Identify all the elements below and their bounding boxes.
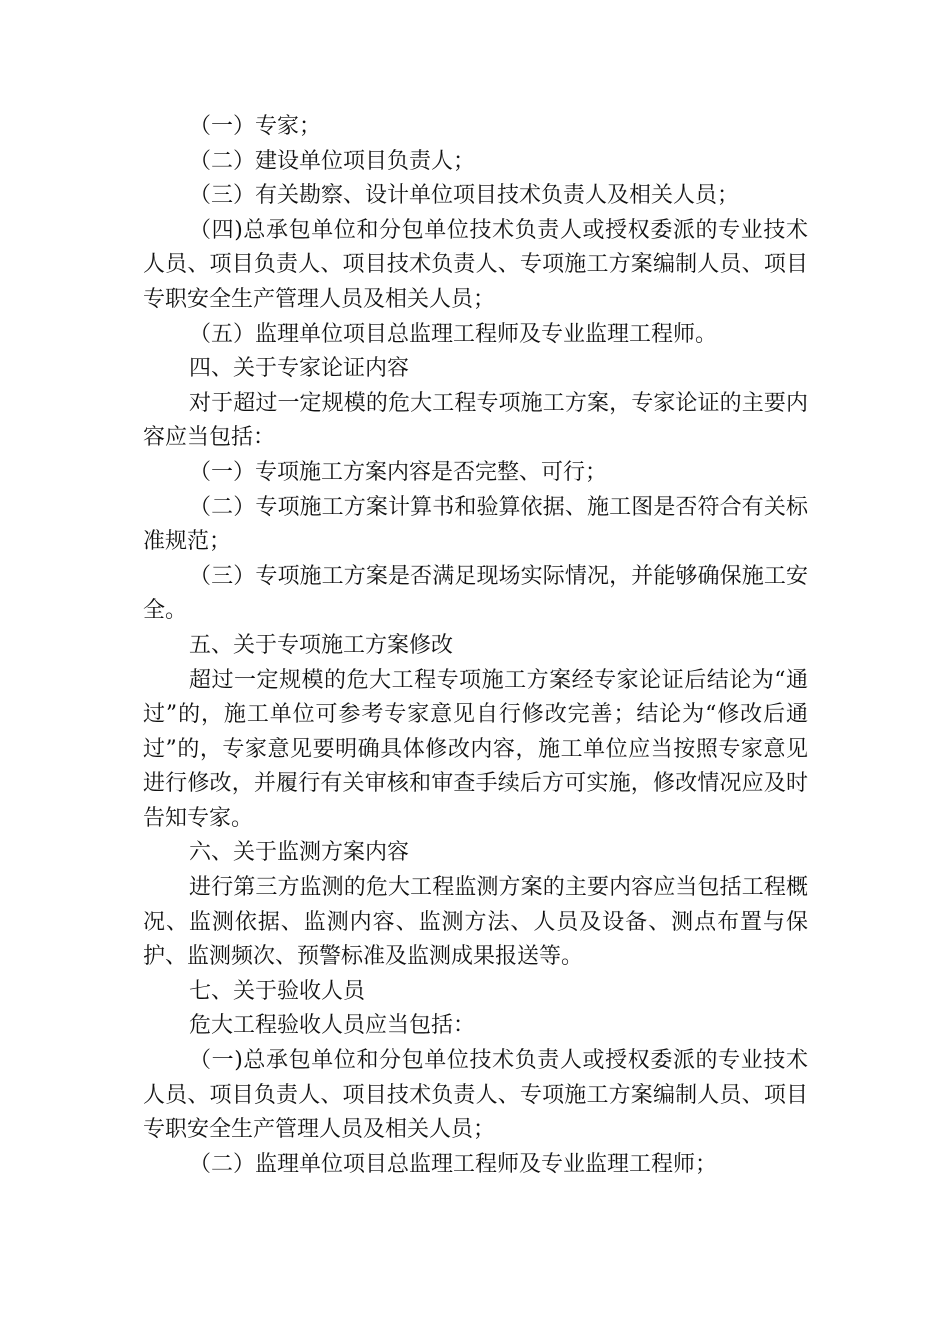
section-heading: 六、关于监测方案内容 <box>189 840 410 866</box>
body-paragraph: 对于超过一定规模的危大工程专项施工方案，专家论证的主要内容应当包括： <box>143 390 808 451</box>
list-item: （三）有关勘察、设计单位项目技术负责人及相关人员； <box>189 183 740 209</box>
body-paragraph: 超过一定规模的危大工程专项施工方案经专家论证后结论为“通过”的，施工单位可参考专家意见自行修改完善；结论为“修改后通过”的，专家意见要明确具体修改内容，施工单位应当按照专家意见进行修改，并履行有关审核和审查手续后方可实施，修改情况应及时告知专家。 <box>143 667 808 831</box>
section-heading: 七、关于验收人员 <box>189 978 366 1004</box>
list-item: （四)总承包单位和分包单位技术负责人或授权委派的专业技术人员、项目负责人、项目技术负责人、专项施工方案编制人员、项目专职安全生产管理人员及相关人员； <box>143 217 808 312</box>
list-item: （二）建设单位项目负责人； <box>189 148 476 174</box>
list-item: （一）专项施工方案内容是否完整、可行； <box>189 459 608 485</box>
list-item: （三）专项施工方案是否满足现场实际情况，并能够确保施工安全。 <box>143 563 808 624</box>
section-heading: 四、关于专家论证内容 <box>189 356 410 382</box>
list-item: （二）专项施工方案计算书和验算依据、施工图是否符合有关标准规范； <box>143 494 808 555</box>
list-item: （一)总承包单位和分包单位技术负责人或授权委派的专业技术人员、项目负责人、项目技术负责人、专项施工方案编制人员、项目专职安全生产管理人员及相关人员； <box>143 1048 808 1143</box>
body-paragraph: 进行第三方监测的危大工程监测方案的主要内容应当包括工程概况、监测依据、监测内容、监测方法、人员及设备、测点布置与保护、监测频次、预警标准及监测成果报送等。 <box>143 875 808 970</box>
list-item: （二）监理单位项目总监理工程师及专业监理工程师； <box>189 1151 718 1177</box>
body-paragraph: 危大工程验收人员应当包括： <box>189 1013 476 1039</box>
list-item: （一）专家； <box>189 114 322 139</box>
list-item: （五）监理单位项目总监理工程师及专业监理工程师。 <box>189 321 718 347</box>
section-heading: 五、关于专项施工方案修改 <box>189 632 454 658</box>
document-body <box>143 110 808 1182</box>
